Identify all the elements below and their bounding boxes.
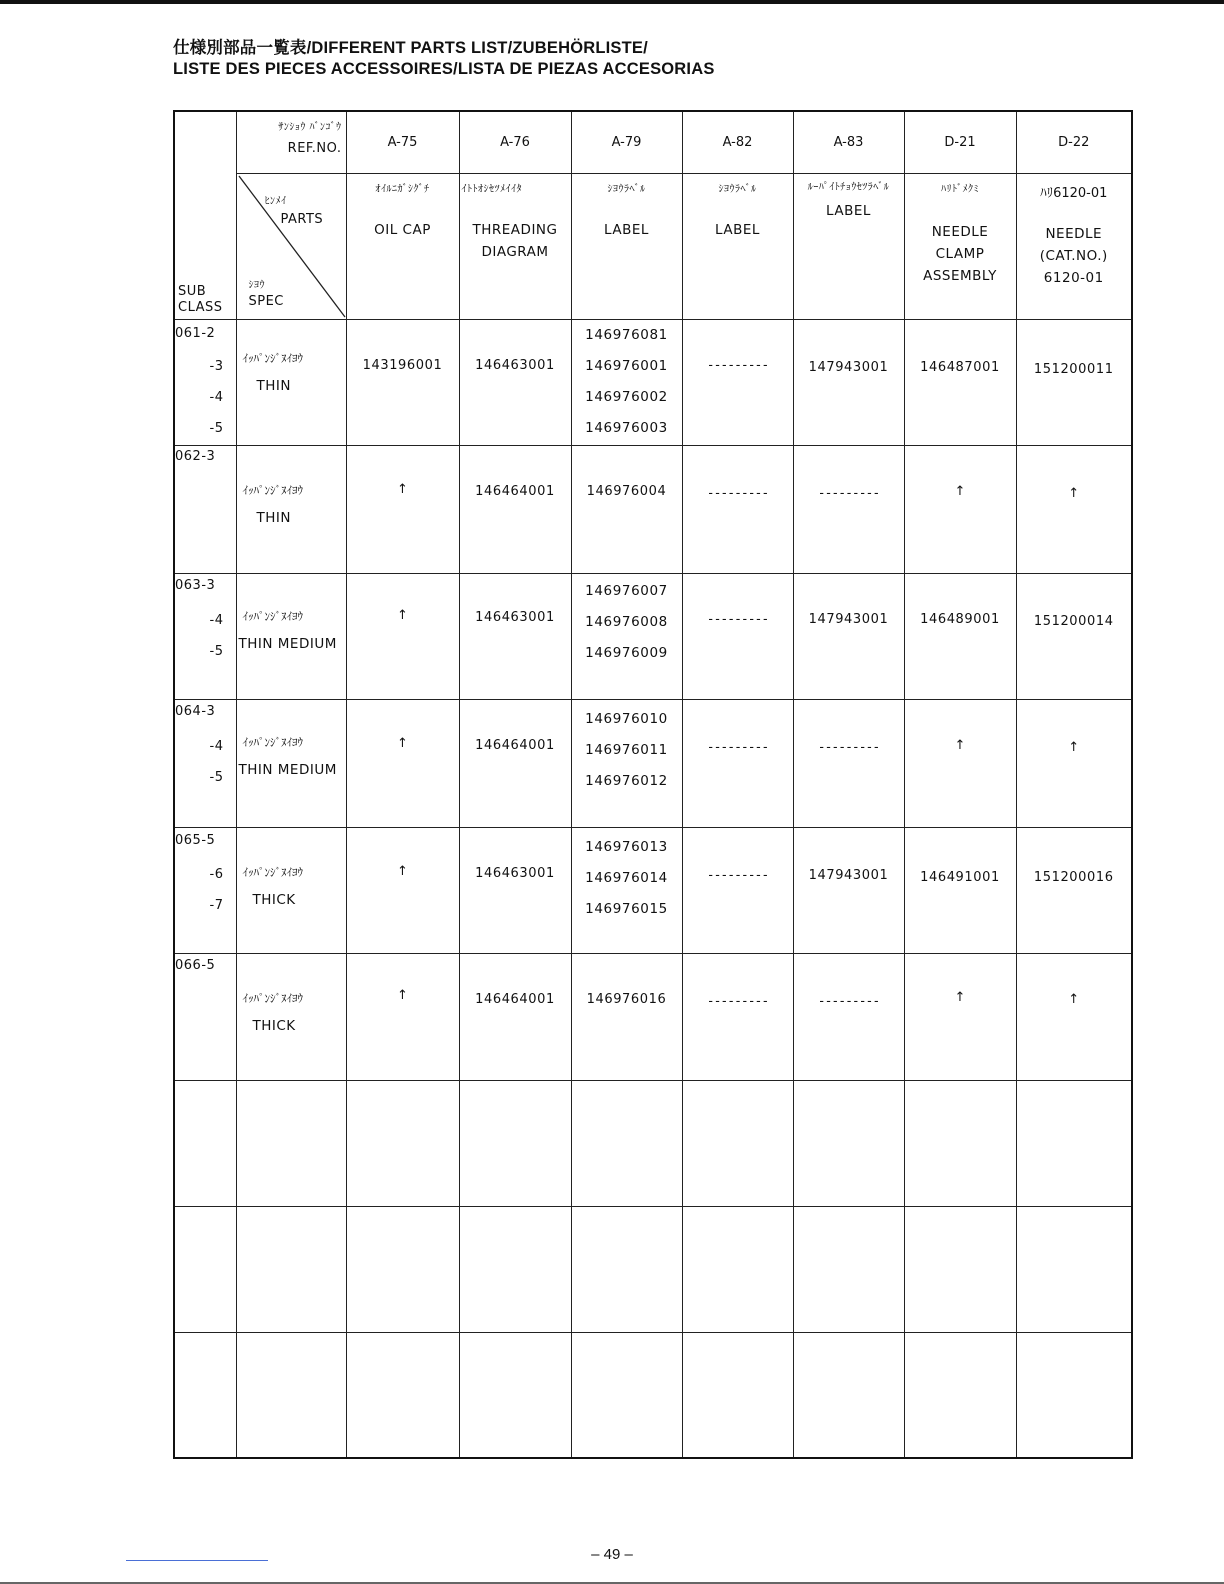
col-ref-a79: A-79 [571,111,682,173]
empty-cell [904,1206,1016,1332]
sub-class-value: -6 [209,866,224,882]
part-en-d21-1: NEEDLE [931,223,989,240]
col-ref-a82: A-82 [682,111,793,173]
sub-class-header [174,111,236,319]
spec-jp-value: ｲｯﾊﾟﾝｼﾞﾇｲﾖｳ [242,735,303,749]
empty-cell [346,1080,459,1206]
empty-row [174,1206,1132,1332]
part-en-a83: LABEL [826,202,871,219]
part-jp-a82: ｼﾖｳﾗﾍﾞﾙ [718,183,757,195]
spec-cell [236,699,346,827]
part-en-d22-2: (CAT.NO.) [1039,247,1108,264]
value-a76: 146463001 [459,827,571,953]
value-d21: ↑ [904,445,1016,573]
sub-class-value: -3 [209,358,224,374]
sub-class-label-1: SUB [178,283,207,299]
empty-cell [346,1332,459,1458]
empty-cell [1016,1206,1132,1332]
value-a79-item: 146976008 [585,613,668,630]
table-row [174,319,1132,445]
value-a82: --------- [682,699,793,827]
value-a83: --------- [793,699,904,827]
empty-cell [571,1206,682,1332]
value-d22: 151200014 [1016,573,1132,699]
table-row [174,573,1132,699]
value-a79 [571,827,682,953]
title-line-2: LISTE DES PIECES ACCESSOIRES/LISTA DE PIEZAS ACCESORIAS [173,60,715,78]
parts-jp: ﾋﾝﾒｲ [264,195,287,207]
value-d22: ↑ [1016,445,1132,573]
value-a79-item: 146976015 [585,900,668,917]
sub-class-value: 065-5 [175,832,216,848]
value-a79-item: 146976011 [585,741,668,758]
empty-cell [571,1332,682,1458]
value-a79-item: 146976016 [586,991,667,1007]
col-ref-d21: D-21 [904,111,1016,173]
spec-en-value: THIN MEDIUM [238,761,337,778]
spec-jp-value: ｲｯﾊﾟﾝｼﾞﾇｲﾖｳ [242,991,303,1005]
header-ref-row [174,111,1132,173]
part-name-a79 [571,173,682,319]
col-ref-a75: A-75 [346,111,459,173]
spec-cell [236,953,346,1080]
empty-cell [793,1206,904,1332]
sub-class-value: -5 [209,643,224,659]
value-a83: 147943001 [793,319,904,445]
spec-cell [236,827,346,953]
col-ref-a83: A-83 [793,111,904,173]
page-number: – 49 – [591,1546,633,1563]
value-a75: ↑ [346,827,459,953]
empty-cell [236,1080,346,1206]
sub-class-cell [174,319,236,445]
sub-class-value: -4 [209,389,224,405]
value-a75: ↑ [346,445,459,573]
part-en-a79: LABEL [604,221,649,238]
spec-en-value: THICK [252,891,296,908]
part-name-d22 [1016,173,1132,319]
empty-row [174,1332,1132,1458]
part-jp-d22: ﾊﾘ6120-01 [1040,185,1108,201]
spec-jp-value: ｲｯﾊﾟﾝｼﾞﾇｲﾖｳ [242,483,303,497]
part-name-d21 [904,173,1016,319]
sub-class-value: -7 [209,897,224,913]
empty-row [174,1080,1132,1206]
value-a79-item: 146976014 [585,869,668,886]
value-a79 [571,699,682,827]
col-ref-a76: A-76 [459,111,571,173]
part-en-a82: LABEL [715,221,760,238]
sub-class-cell [174,573,236,699]
sub-class-cell [174,445,236,573]
value-a83: --------- [793,445,904,573]
value-d21: 146491001 [904,827,1016,953]
value-a79-item: 146976010 [585,710,668,727]
sub-class-cell [174,827,236,953]
part-en-d22-1: NEEDLE [1045,225,1103,242]
spec-en-value: THIN [256,377,291,394]
empty-cell [904,1332,1016,1458]
empty-cell [459,1080,571,1206]
part-en-d22-3: 6120-01 [1043,269,1104,286]
part-name-a76 [459,173,571,319]
sub-class-value: 064-3 [175,703,216,719]
empty-cell [682,1332,793,1458]
value-a79-item: 146976009 [585,644,668,661]
sub-class-value: -4 [209,738,224,754]
sub-class-value: -5 [209,420,224,436]
ref-no-header [236,111,346,173]
empty-cell [904,1080,1016,1206]
value-a79-item: 146976012 [585,772,668,789]
table-row [174,445,1132,573]
value-a79-item: 146976004 [586,483,667,499]
value-a76: 146463001 [459,319,571,445]
value-a82: --------- [682,445,793,573]
value-a79 [571,953,682,1080]
empty-cell [346,1206,459,1332]
part-en-a76-2: DIAGRAM [481,243,549,260]
parts-label: PARTS [280,211,324,227]
value-a79 [571,319,682,445]
value-d22: 151200011 [1016,319,1132,445]
empty-cell [571,1080,682,1206]
footer-link-line [126,1560,268,1561]
table-row [174,827,1132,953]
part-jp-a79: ｼﾖｳﾗﾍﾞﾙ [607,183,646,195]
value-a76: 146464001 [459,445,571,573]
sub-class-value: 062-3 [175,448,216,464]
value-a82: --------- [682,827,793,953]
part-en-d21-3: ASSEMBLY [923,267,997,284]
empty-cell [174,1080,236,1206]
empty-cell [236,1206,346,1332]
part-jp-a83: ﾙｰﾊﾟｲﾄﾁｮｳｾﾂﾗﾍﾞﾙ [807,181,890,193]
value-a83: 147943001 [793,573,904,699]
sub-class-label-2: CLASS [178,299,223,315]
empty-cell [682,1206,793,1332]
value-a79-item: 146976002 [585,388,668,405]
value-a82: --------- [682,319,793,445]
value-a82: --------- [682,953,793,1080]
part-jp-d21: ﾊﾘﾄﾞﾒｸﾐ [941,183,979,195]
part-name-a82 [682,173,793,319]
part-name-a83 [793,173,904,319]
value-d21: ↑ [904,699,1016,827]
value-a79-item: 146976013 [585,838,668,855]
table-row [174,953,1132,1080]
empty-cell [793,1080,904,1206]
table-row [174,699,1132,827]
empty-cell [459,1206,571,1332]
page-title [173,38,715,80]
part-en-d21-2: CLAMP [935,245,985,262]
sub-class-value: -5 [209,769,224,785]
part-name-a75 [346,173,459,319]
sub-class-value: -4 [209,612,224,628]
value-d22: 151200016 [1016,827,1132,953]
value-a83: --------- [793,953,904,1080]
spec-jp-value: ｲｯﾊﾟﾝｼﾞﾇｲﾖｳ [242,351,303,365]
value-d21: 146487001 [904,319,1016,445]
value-d22: ↑ [1016,699,1132,827]
empty-cell [236,1332,346,1458]
sub-class-cell [174,953,236,1080]
spec-cell [236,573,346,699]
spec-label: SPEC [248,293,284,309]
parts-table [173,110,1133,1459]
value-a76: 146464001 [459,699,571,827]
empty-cell [1016,1332,1132,1458]
value-a75: ↑ [346,953,459,1080]
spec-jp-value: ｲｯﾊﾟﾝｼﾞﾇｲﾖｳ [242,609,303,623]
value-a76: 146463001 [459,573,571,699]
value-a79 [571,573,682,699]
empty-cell [459,1332,571,1458]
empty-cell [1016,1080,1132,1206]
value-a75: ↑ [346,573,459,699]
value-d21: ↑ [904,953,1016,1080]
ref-no-jp: ｻﾝｼｮｳ ﾊﾞﾝｺﾞｳ [278,122,342,133]
empty-cell [682,1080,793,1206]
value-d21: 146489001 [904,573,1016,699]
value-a76: 146464001 [459,953,571,1080]
empty-cell [174,1332,236,1458]
empty-cell [174,1206,236,1332]
sub-class-cell [174,699,236,827]
value-a75: ↑ [346,699,459,827]
value-a79-item: 146976081 [585,326,668,343]
value-a79-item: 146976001 [585,357,668,374]
sub-class-value: 066-5 [175,957,216,973]
col-ref-d22: D-22 [1016,111,1132,173]
spec-jp: ｼﾖｳ [248,279,265,291]
value-d22: ↑ [1016,953,1132,1080]
spec-en-value: THICK [252,1017,296,1034]
spec-en-value: THIN MEDIUM [238,635,337,652]
value-a75: 143196001 [346,319,459,445]
header-parts-row [174,173,1132,319]
part-en-a76-1: THREADING [472,221,558,238]
value-a79 [571,445,682,573]
value-a79-item: 146976003 [585,419,668,436]
sub-class-value: 063-3 [175,577,216,593]
parts-spec-diagonal-cell [236,173,346,319]
part-jp-a75: ｵｲﾙﾆｶﾞｼｸﾞﾁ [375,183,430,195]
sub-class-value: 061-2 [175,325,216,341]
top-border-bar [0,0,1224,4]
spec-cell [236,445,346,573]
value-a79-item: 146976007 [585,582,668,599]
spec-en-value: THIN [256,509,291,526]
empty-cell [793,1332,904,1458]
ref-no-label: REF.NO. [287,141,342,156]
value-a83: 147943001 [793,827,904,953]
value-a82: --------- [682,573,793,699]
title-line-1: 仕様別部品一覧表/DIFFERENT PARTS LIST/ZUBEHÖRLISTE/ [173,39,648,57]
part-jp-a76: ｲﾄﾄｵｼｾﾂﾒｲｲﾀ [461,183,522,195]
spec-cell [236,319,346,445]
part-en-a75: OIL CAP [374,221,431,238]
spec-jp-value: ｲｯﾊﾟﾝｼﾞﾇｲﾖｳ [242,865,303,879]
